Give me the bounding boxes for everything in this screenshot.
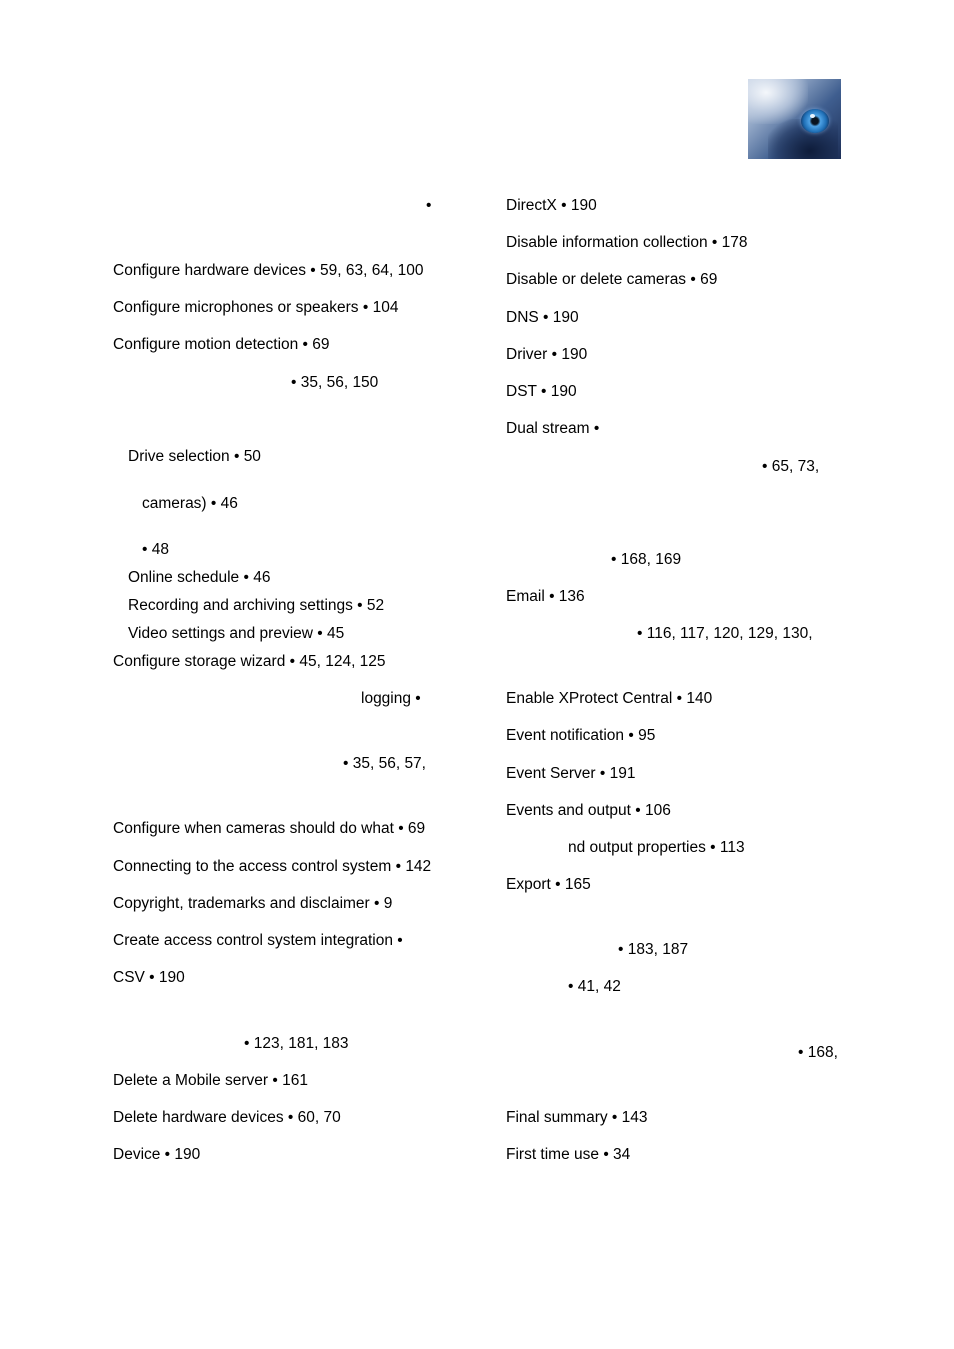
index-entry: Connecting to the access control system • 142 bbox=[113, 858, 432, 875]
index-entry: Configure when cameras should do what • 69 bbox=[113, 820, 426, 837]
index-entry: Video settings and preview • 45 bbox=[128, 625, 345, 642]
index-entry: • 183, 187 bbox=[618, 941, 689, 958]
index-entry: Configure motion detection • 69 bbox=[113, 336, 330, 353]
index-entry: Email • 136 bbox=[506, 588, 585, 605]
wolf-eye-logo bbox=[748, 79, 841, 159]
index-entry: • 65, 73, bbox=[762, 458, 820, 475]
index-entry: DNS • 190 bbox=[506, 309, 579, 326]
index-entry: Copyright, trademarks and disclaimer • 9 bbox=[113, 895, 393, 912]
index-entry: Delete a Mobile server • 161 bbox=[113, 1072, 308, 1089]
index-entry: CSV • 190 bbox=[113, 969, 185, 986]
index-entry: Event notification • 95 bbox=[506, 727, 656, 744]
index-entry: DirectX • 190 bbox=[506, 197, 597, 214]
index-entry: • 35, 56, 57, bbox=[343, 755, 426, 772]
index-entry: cameras) • 46 bbox=[142, 495, 238, 512]
index-entry: Event Server • 191 bbox=[506, 765, 636, 782]
index-entry: Delete hardware devices • 60, 70 bbox=[113, 1109, 341, 1126]
index-entry: Disable information collection • 178 bbox=[506, 234, 748, 251]
index-entry: • 35, 56, 150 bbox=[291, 374, 379, 391]
index-entry: Create access control system integration • bbox=[113, 932, 403, 949]
index-entry: First time use • 34 bbox=[506, 1146, 631, 1163]
index-entry: Online schedule • 46 bbox=[128, 569, 271, 586]
index-entry: nd output properties • 113 bbox=[568, 839, 745, 856]
index-entry: Configure microphones or speakers • 104 bbox=[113, 299, 399, 316]
index-entry: • bbox=[426, 197, 432, 214]
index-entry: Configure hardware devices • 59, 63, 64, 100 bbox=[113, 262, 424, 279]
logo-fur-light bbox=[748, 79, 808, 124]
logo-eye-glint bbox=[810, 114, 815, 118]
index-entry: Final summary • 143 bbox=[506, 1109, 648, 1126]
index-entry: Device • 190 bbox=[113, 1146, 201, 1163]
index-entry: Driver • 190 bbox=[506, 346, 588, 363]
index-entry: • 41, 42 bbox=[568, 978, 621, 995]
index-entry: Events and output • 106 bbox=[506, 802, 671, 819]
index-entry: • 168, 169 bbox=[611, 551, 682, 568]
index-entry: • 168, bbox=[798, 1044, 838, 1061]
index-entry: DST • 190 bbox=[506, 383, 577, 400]
index-entry: Disable or delete cameras • 69 bbox=[506, 271, 718, 288]
index-entry: Dual stream • bbox=[506, 420, 600, 437]
index-entry: • 116, 117, 120, 129, 130, bbox=[637, 625, 813, 642]
index-entry: • 48 bbox=[142, 541, 169, 558]
index-entry: • 123, 181, 183 bbox=[244, 1035, 349, 1052]
index-entry: Export • 165 bbox=[506, 876, 591, 893]
logo-eye-icon bbox=[801, 109, 829, 133]
index-entry: logging • bbox=[361, 690, 421, 707]
index-entry: Enable XProtect Central • 140 bbox=[506, 690, 713, 707]
index-entry: Drive selection • 50 bbox=[128, 448, 261, 465]
index-entry: Configure storage wizard • 45, 124, 125 bbox=[113, 653, 386, 670]
index-entry: Recording and archiving settings • 52 bbox=[128, 597, 385, 614]
